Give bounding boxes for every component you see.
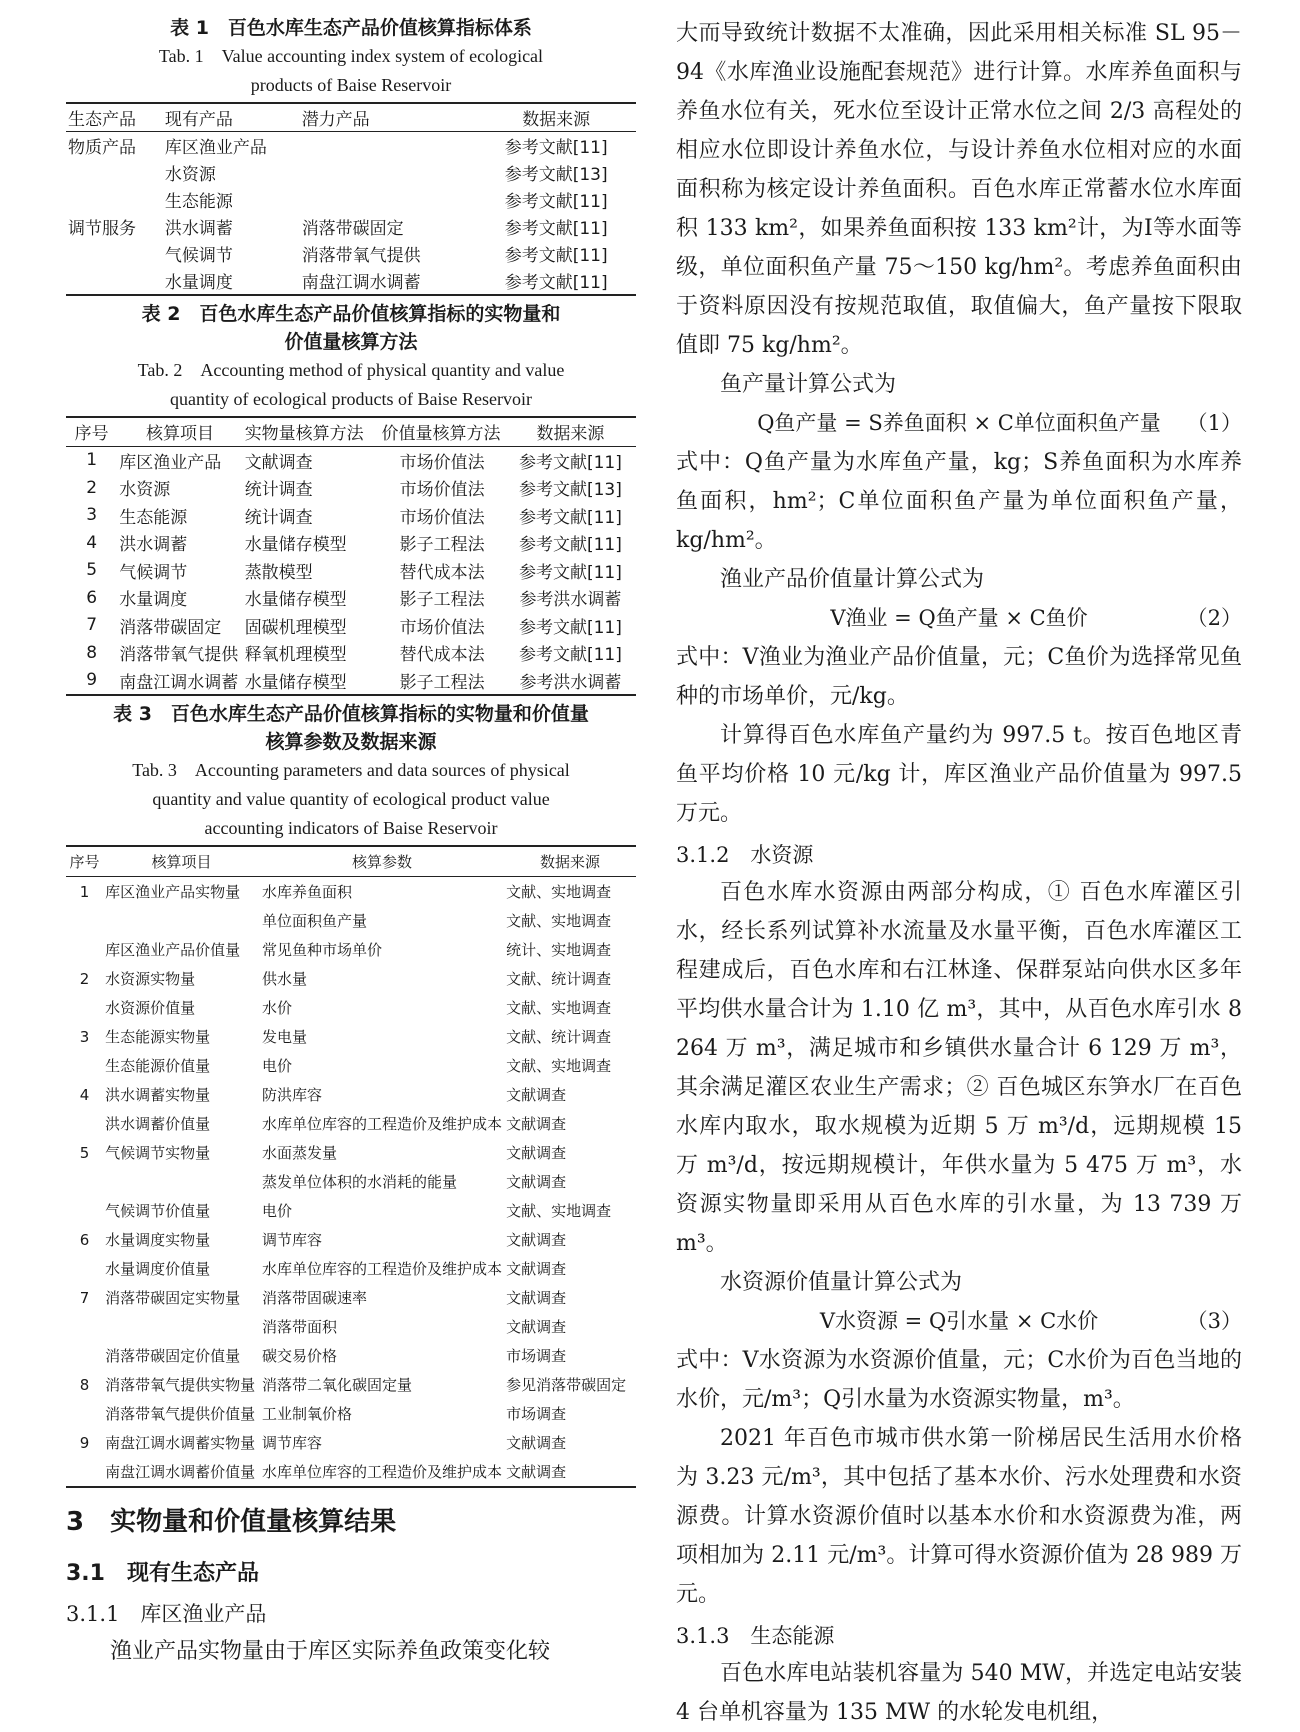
- table-header-row: [66, 846, 636, 877]
- table-cell: 参考文献[13]: [518, 480, 622, 501]
- table-cell: 文献调查: [244, 452, 313, 473]
- table-cell: 水量调度: [119, 590, 188, 611]
- table-header-cell: 生态产品: [66, 103, 163, 132]
- table-cell: [66, 1167, 103, 1196]
- table-cell: 文献、实地调查: [506, 1057, 612, 1075]
- table-cell: 2: [86, 477, 98, 498]
- table-cell: 水面蒸发量: [262, 1144, 338, 1162]
- table-cell: [300, 186, 477, 213]
- table-header-row: [66, 103, 636, 132]
- table-cell: 1: [79, 882, 90, 901]
- formula-2: [676, 599, 1242, 638]
- table-cell: 消落带氧气提供价值量: [105, 1405, 256, 1423]
- table-cell: 南盘江调水调蓄价值量: [105, 1463, 256, 1481]
- table-cell: 8: [86, 642, 98, 663]
- table-cell: 电价: [262, 1202, 293, 1220]
- table-cell: 洪水调蓄价值量: [105, 1115, 211, 1133]
- table-cell: 参考文献[11]: [504, 246, 608, 266]
- table-cell: 替代成本法: [399, 645, 485, 666]
- table-cell: 市场价值法: [399, 617, 485, 638]
- formula-intro: 水资源价值量计算公式为: [720, 1270, 963, 1295]
- table-row: [66, 1428, 636, 1457]
- table-cell: 库区渔业产品价值量: [105, 941, 241, 959]
- table-cell: 文献、统计调查: [506, 970, 612, 988]
- right-column: [676, 14, 1242, 1732]
- table-row: [66, 1312, 636, 1341]
- table-cell: [103, 906, 260, 935]
- table-cell: [66, 267, 163, 295]
- table-cell: 消落带碳固定: [119, 617, 222, 638]
- table-cell: 市场价值法: [399, 480, 485, 501]
- table1-caption-en-line1: Tab. 1 Value accounting index system of ecological: [158, 46, 544, 66]
- formula-1: [676, 404, 1242, 443]
- table-cell: 文献、实地调查: [506, 883, 612, 901]
- table-cell: 文献调查: [506, 1463, 567, 1481]
- table-cell: 电价: [262, 1057, 293, 1075]
- table-cell: 8: [79, 1375, 90, 1394]
- table-cell: [66, 1254, 103, 1283]
- table-cell: 水资源: [119, 480, 171, 501]
- table-cell: 参考文献[11]: [518, 452, 622, 473]
- table-cell: 库区渔业产品: [119, 452, 222, 473]
- table-cell: 常见鱼种市场单价: [262, 941, 383, 959]
- table-row: [66, 1370, 636, 1399]
- table2-caption-en-line1: Tab. 2 Accounting method of physical quantity and value: [137, 360, 565, 380]
- formula-text: Q鱼产量 = S养鱼面积 × C单位面积鱼产量: [757, 411, 1161, 435]
- table-cell: 调节库容: [262, 1231, 323, 1249]
- paragraph: 2021 年百色市城市供水第一阶梯居民生活用水价格为 3.23 元/m³，其中包括了基本水价、污水处理费和水资源费。计算水资源价值时以基本水价和水资源费为准，两项相加为 2.11 元/m³。计算可得水资源价值为 28 989 万元。: [676, 1426, 1242, 1607]
- table-cell: 蒸散模型: [244, 562, 313, 583]
- table-cell: 文献、实地调查: [506, 1202, 612, 1220]
- table-cell: 水库单位库容的工程造价及维护成本: [262, 1115, 503, 1133]
- table-cell: 参考文献[11]: [518, 507, 622, 528]
- paragraph: 百色水库水资源由两部分构成，① 百色水库灌区引水，经长系列试算补水流量及水量平衡，百色水库灌区工程建成后，百色水库和右江林逢、保群泵站向供水区多年平均供水量合计为 1.10 亿 m³，其中，从百色水库引水 8 264 万 m³，满足城市和乡镇供水量合计 6 129 万 m³，其余满足灌区农业生产需求；② 百色城区东笋水厂在百色水库内取水，取水规模为近期 5 万 m³/d，远期规模 15 万 m³/d，按远期规模计，年供水量为 5 475 万 m³，水资源实物量即采用从百色水库的引水量，为 13 739 万 m³。: [676, 880, 1242, 1256]
- table3-caption-cn-line2: 核算参数及数据来源: [265, 731, 437, 753]
- table-cell: 文献调查: [506, 1318, 567, 1336]
- table-cell: [103, 1312, 260, 1341]
- table-cell: 统计调查: [244, 507, 313, 528]
- table-cell: 固碳机理模型: [244, 617, 347, 638]
- table-cell: 发电量: [262, 1028, 308, 1046]
- table-row: [66, 474, 636, 502]
- table-cell: 洪水调蓄: [164, 219, 233, 239]
- table-cell: [300, 159, 477, 186]
- table-cell: 防洪库容: [262, 1086, 323, 1104]
- table-row: [66, 877, 636, 907]
- table-cell: 参考文献[11]: [518, 535, 622, 556]
- table-cell: 文献、实地调查: [506, 912, 612, 930]
- table-cell: 气候调节实物量: [105, 1144, 211, 1162]
- table3-caption-en-line3: accounting indicators of Baise Reservoir: [204, 818, 498, 838]
- table3-caption-cn-line1: 表 3 百色水库生态产品价值核算指标的实物量和价值量: [113, 703, 589, 725]
- table-row: [66, 1225, 636, 1254]
- table-row: [66, 1254, 636, 1283]
- table-cell: 3: [79, 1027, 90, 1046]
- paragraph: 计算得百色水库鱼产量约为 997.5 t。按百色地区青鱼平均价格 10 元/kg 计，库区渔业产品价值量为 997.5 万元。: [676, 723, 1242, 826]
- table-cell: 文献调查: [506, 1115, 567, 1133]
- table-cell: 库区渔业产品实物量: [105, 883, 241, 901]
- table-cell: 工业制氧价格: [262, 1405, 353, 1423]
- table-cell: 文献调查: [506, 1173, 567, 1191]
- table-row: [66, 529, 636, 557]
- table3-caption-en-line1: Tab. 3 Accounting parameters and data sources of physical: [132, 760, 570, 780]
- table-row: [66, 906, 636, 935]
- table-row: [66, 935, 636, 964]
- table-row: [66, 1022, 636, 1051]
- table-cell: 参考文献[11]: [518, 645, 622, 666]
- table-cell: [66, 186, 163, 213]
- table-cell: 消落带面积: [262, 1318, 338, 1336]
- table-cell: 2: [79, 969, 90, 988]
- table-header-cell: 现有产品: [163, 103, 300, 132]
- formula-text: V水资源 = Q引水量 × C水价: [819, 1309, 1099, 1333]
- table-cell: 释氧机理模型: [244, 645, 347, 666]
- table2-caption-cn-line1: 表 2 百色水库生态产品价值核算指标的实物量和: [141, 303, 561, 325]
- section-3-1-1-heading: 3.1.1 库区渔业产品: [66, 1602, 267, 1626]
- table-row: [66, 964, 636, 993]
- table-cell: [66, 1109, 103, 1138]
- table-row: [66, 639, 636, 667]
- table1-caption: [66, 14, 636, 100]
- table-header-cell: 数据来源: [504, 846, 636, 877]
- table-header-cell: 核算参数: [260, 846, 504, 877]
- table-cell: 文献调查: [506, 1086, 567, 1104]
- table-cell: 参考文献[11]: [504, 192, 608, 212]
- table-cell: 水量储存模型: [244, 672, 347, 693]
- table-cell: 参考文献[11]: [504, 138, 608, 158]
- table-cell: 4: [79, 1085, 90, 1104]
- table-cell: 水量调度实物量: [105, 1231, 211, 1249]
- table-cell: 水资源实物量: [105, 970, 196, 988]
- table-cell: 洪水调蓄实物量: [105, 1086, 211, 1104]
- table-cell: 影子工程法: [399, 672, 485, 693]
- formula-text: V渔业 = Q鱼产量 × C鱼价: [830, 606, 1088, 630]
- table-cell: 气候调节价值量: [105, 1202, 211, 1220]
- table-cell: 市场价值法: [399, 452, 485, 473]
- table2-caption: [66, 300, 636, 414]
- table-row: [66, 993, 636, 1022]
- table-row: [66, 667, 636, 696]
- table-cell: 水资源价值量: [105, 999, 196, 1017]
- paragraph: 大而导致统计数据不太准确，因此采用相关标准 SL 95－94《水库渔业设施配套规范》进行计算。水库养鱼面积与养鱼水位有关，死水位至设计正常水位之间 2/3 高程处的相应水位即设计养鱼水位，与设计养鱼水位相对应的水面面积称为核定设计养鱼面积。百色水库正常蓄水位水库面积 133 km²，如果养鱼面积按 133 km²计，为Ⅰ等水面等级，单位面积鱼产量 75～150 kg/hm²。考虑养鱼面积由于资料原因没有按规范取值，取值偏大，鱼产量按下限取值即 75 kg/hm²。: [676, 21, 1242, 358]
- table-cell: [103, 1167, 260, 1196]
- table-cell: 生态能源: [164, 192, 233, 212]
- table-header-cell: 序号: [66, 846, 103, 877]
- table-cell: 蒸发单位体积的水消耗的能量: [262, 1173, 458, 1191]
- table-cell: [66, 1399, 103, 1428]
- table-cell: 南盘江调水调蓄: [301, 273, 421, 293]
- table-row: [66, 1341, 636, 1370]
- table2: [66, 416, 636, 696]
- table-cell: 市场价值法: [399, 507, 485, 528]
- paragraph: 渔业产品实物量由于库区实际养鱼政策变化较: [110, 1639, 551, 1664]
- table-cell: 参考文献[11]: [518, 617, 622, 638]
- table-header-cell: 数据来源: [476, 103, 636, 132]
- table-cell: 市场调查: [506, 1405, 567, 1423]
- table-cell: 气候调节: [119, 562, 188, 583]
- table-cell: 消落带氧气提供: [301, 246, 421, 266]
- formula-3: [676, 1302, 1242, 1341]
- table-header-cell: 数据来源: [505, 417, 636, 446]
- formula-explanation: 式中：V渔业为渔业产品价值量，元；C鱼价为选择常见鱼种的市场单价，元/kg。: [676, 645, 1242, 709]
- formula-number: （1）: [1186, 411, 1242, 435]
- table-cell: 水量储存模型: [244, 535, 347, 556]
- table-cell: [66, 993, 103, 1022]
- table-cell: 7: [79, 1288, 90, 1307]
- table-cell: 消落带氧气提供: [119, 645, 239, 666]
- table-cell: 气候调节: [164, 246, 233, 266]
- table3-caption-en-line2: quantity and value quantity of ecological product value: [152, 789, 550, 809]
- table-cell: [66, 159, 163, 186]
- table-cell: 物质产品: [68, 138, 136, 158]
- table-row: [66, 1109, 636, 1138]
- table3-caption: [66, 700, 636, 843]
- table-cell: 5: [79, 1143, 90, 1162]
- table-cell: 消落带碳固定实物量: [105, 1289, 241, 1307]
- table-cell: 参考洪水调蓄: [519, 590, 622, 611]
- table-row: [66, 502, 636, 530]
- table-row: [66, 612, 636, 640]
- formula-intro: 鱼产量计算公式为: [720, 372, 897, 397]
- table-cell: 4: [86, 532, 98, 553]
- table-header-cell: 核算项目: [103, 846, 260, 877]
- table-cell: 消落带碳固定价值量: [105, 1347, 241, 1365]
- table-row: [66, 213, 636, 240]
- table-cell: 洪水调蓄: [119, 535, 188, 556]
- table-row: [66, 1138, 636, 1167]
- table-cell: 水资源: [164, 165, 216, 185]
- table-cell: 调节服务: [68, 219, 136, 239]
- table-cell: 参见消落带碳固定: [506, 1376, 627, 1394]
- table-cell: 6: [79, 1230, 90, 1249]
- table1-caption-cn: 表 1 百色水库生态产品价值核算指标体系: [170, 17, 532, 39]
- table-cell: 消落带固碳速率: [262, 1289, 368, 1307]
- table-row: [66, 1080, 636, 1109]
- table2-caption-en-line2: quantity of ecological products of Baise Reservoir: [170, 389, 532, 409]
- table-cell: 参考文献[13]: [504, 165, 608, 185]
- table-cell: 影子工程法: [399, 590, 485, 611]
- table-cell: 消落带氧气提供实物量: [105, 1376, 256, 1394]
- paragraph: 百色水库电站装机容量为 540 MW，并选定电站安装 4 台单机容量为 135 MW 的水轮发电机组，: [676, 1661, 1242, 1725]
- table-cell: [66, 1196, 103, 1225]
- table-cell: 文献调查: [506, 1144, 567, 1162]
- table-cell: [66, 935, 103, 964]
- table-cell: 文献、实地调查: [506, 999, 612, 1017]
- table-cell: [300, 132, 477, 160]
- table-cell: 市场调查: [506, 1347, 567, 1365]
- table-header-row: [66, 417, 636, 446]
- formula-explanation: 式中：V水资源为水资源价值量，元；C水价为百色当地的水价，元/m³；Q引水量为水资源实物量，m³。: [676, 1348, 1242, 1412]
- table-cell: 消落带碳固定: [301, 219, 404, 239]
- table-cell: 南盘江调水调蓄实物量: [105, 1434, 256, 1452]
- table-cell: [66, 1341, 103, 1370]
- table-cell: 9: [86, 670, 98, 691]
- table-cell: 库区渔业产品: [164, 138, 267, 158]
- table-cell: 水量调度: [164, 273, 233, 293]
- table-row: [66, 267, 636, 295]
- table-cell: 参考文献[11]: [518, 562, 622, 583]
- table-cell: 水库单位库容的工程造价及维护成本: [262, 1463, 503, 1481]
- table-cell: 供水量: [262, 970, 308, 988]
- table-cell: 文献调查: [506, 1231, 567, 1249]
- table-row: [66, 186, 636, 213]
- table-cell: [66, 1457, 103, 1487]
- table-cell: 消落带二氧化碳固定量: [262, 1376, 413, 1394]
- table-header-cell: 核算项目: [117, 417, 242, 446]
- table-row: [66, 1399, 636, 1428]
- table-cell: 水库单位库容的工程造价及维护成本: [262, 1260, 503, 1278]
- table-cell: [66, 1312, 103, 1341]
- section-3-1-3-heading: 3.1.3 生态能源: [676, 1624, 835, 1648]
- table-cell: 7: [86, 615, 98, 636]
- table-row: [66, 584, 636, 612]
- table-header-cell: 序号: [66, 417, 117, 446]
- table-row: [66, 1457, 636, 1487]
- table-cell: [66, 1051, 103, 1080]
- section-3-heading: 3 实物量和价值量核算结果: [66, 1507, 397, 1537]
- left-column: [66, 14, 636, 1671]
- table-row: [66, 1051, 636, 1080]
- table-row: [66, 1196, 636, 1225]
- table-header-cell: 价值量核算方法: [379, 417, 504, 446]
- formula-explanation: 式中：Q鱼产量为水库鱼产量，kg；S养鱼面积为水库养鱼面积，hm²；C单位面积鱼产量为单位面积鱼产量，kg/hm²。: [676, 450, 1242, 553]
- formula-intro: 渔业产品价值量计算公式为: [720, 567, 985, 592]
- table-cell: 南盘江调水调蓄: [119, 672, 239, 693]
- table-cell: 3: [86, 505, 98, 526]
- table-row: [66, 446, 636, 474]
- table-cell: 统计调查: [244, 480, 313, 501]
- table-row: [66, 240, 636, 267]
- table-cell: [66, 240, 163, 267]
- section-3-1-2-heading: 3.1.2 水资源: [676, 843, 814, 867]
- table-cell: 统计、实地调查: [506, 941, 612, 959]
- table-row: [66, 1167, 636, 1196]
- table-cell: 6: [86, 587, 98, 608]
- table3: [66, 845, 636, 1488]
- table-cell: 参考文献[11]: [504, 219, 608, 239]
- table-cell: 生态能源实物量: [105, 1028, 211, 1046]
- table-cell: 水量储存模型: [244, 590, 347, 611]
- table-cell: 生态能源价值量: [105, 1057, 211, 1075]
- table2-caption-cn-line2: 价值量核算方法: [284, 331, 418, 353]
- table-cell: 文献调查: [506, 1434, 567, 1452]
- table-cell: 水库养鱼面积: [262, 883, 353, 901]
- formula-number: （2）: [1186, 606, 1242, 630]
- table-row: [66, 557, 636, 585]
- table-cell: 水量调度价值量: [105, 1260, 211, 1278]
- table1-caption-en-line2: products of Baise Reservoir: [250, 75, 452, 95]
- table-cell: 9: [79, 1433, 90, 1452]
- table-row: [66, 159, 636, 186]
- table-row: [66, 1283, 636, 1312]
- table-cell: 调节库容: [262, 1434, 323, 1452]
- table-cell: 文献、统计调查: [506, 1028, 612, 1046]
- table-header-cell: 潜力产品: [300, 103, 477, 132]
- table-cell: 参考洪水调蓄: [519, 672, 622, 693]
- table1: [66, 102, 636, 296]
- table-cell: 生态能源: [119, 507, 188, 528]
- table-row: [66, 132, 636, 160]
- table-cell: [66, 906, 103, 935]
- section-3-1-heading: 3.1 现有生态产品: [66, 1561, 259, 1586]
- table-cell: 1: [86, 450, 98, 471]
- table-cell: 碳交易价格: [262, 1347, 338, 1365]
- table-header-cell: 实物量核算方法: [243, 417, 380, 446]
- formula-number: （3）: [1186, 1309, 1242, 1333]
- table-cell: 替代成本法: [399, 562, 485, 583]
- table-cell: 水价: [262, 999, 293, 1017]
- table-cell: 单位面积鱼产量: [262, 912, 368, 930]
- table-cell: 5: [86, 560, 98, 581]
- table-cell: 文献调查: [506, 1260, 567, 1278]
- table-cell: 文献调查: [506, 1289, 567, 1307]
- table-cell: 影子工程法: [399, 535, 485, 556]
- table-cell: 参考文献[11]: [504, 273, 608, 293]
